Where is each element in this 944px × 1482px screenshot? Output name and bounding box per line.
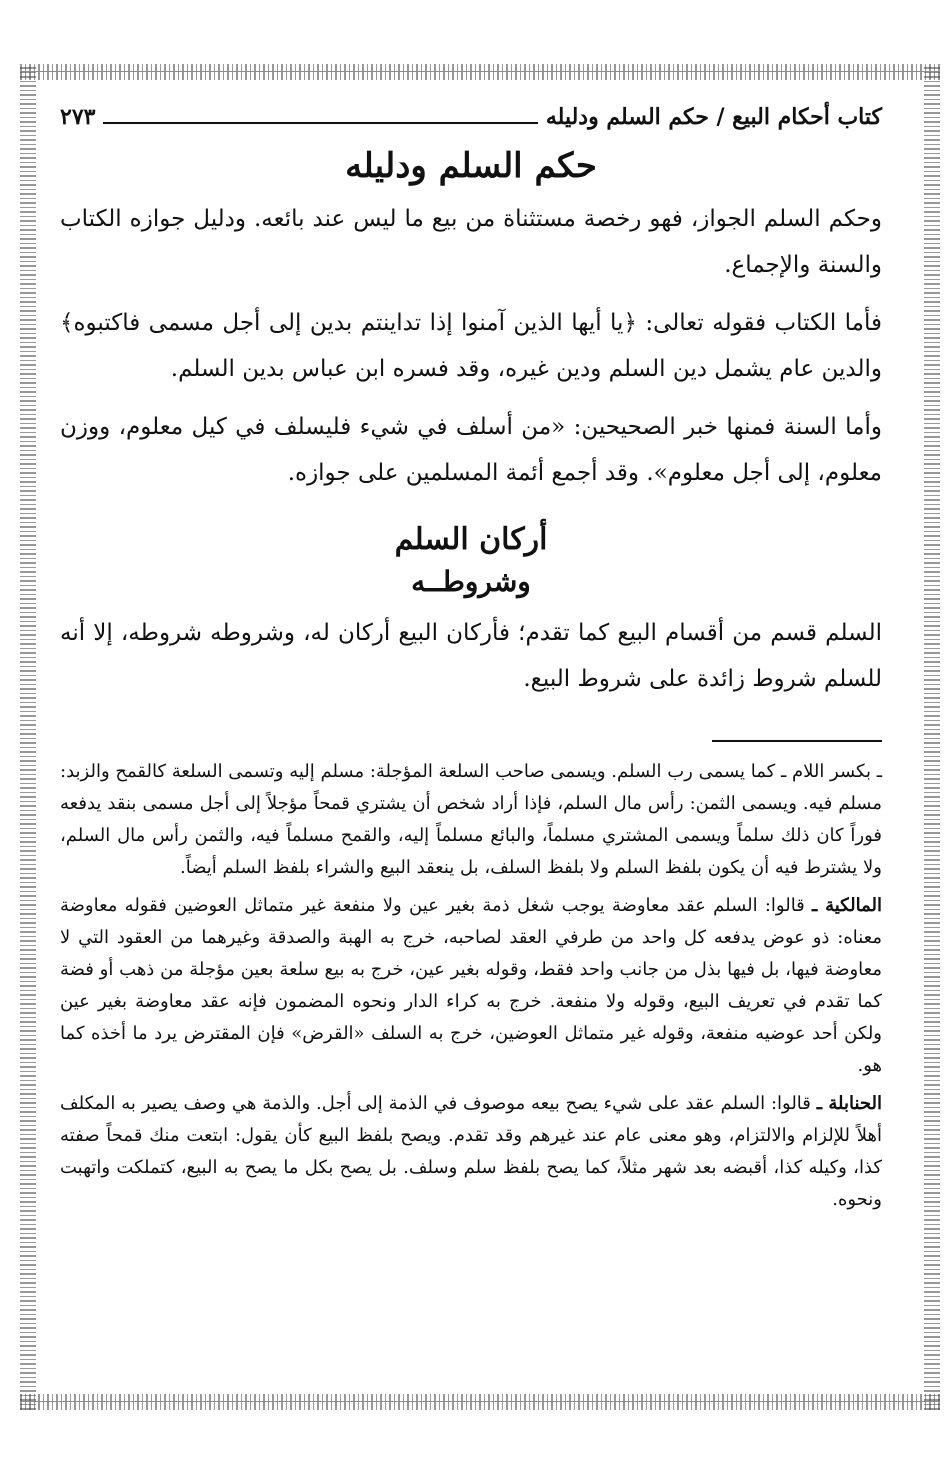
section-title-pillars: أركان السلم bbox=[394, 522, 548, 557]
footnote-paragraph: ـ بكسر اللام ـ كما يسمى رب السلم. ويسمى صاحب السلعة المؤجلة: مسلم إليه وتسمى السلعة كالقمح والزبد: مسلم فيه. ويسمى الثمن: رأس مال السلم، فإذا أراد شخص أن يشتري قمحاً مؤجلاً إلى أجل مسمى بنقد يدفعه فوراً كان ذلك سلماً ويسمى المشتري مسلماً، والبائع مسلماً إليه، والقمح مسلماً فيه، والثمن رأس مال السلم، ولا يشترط فيه أن يكون بلفظ السلم ولا بلفظ السلف، بل ينعقد البيع والشراء بلفظ السلم أيضاً. bbox=[60, 761, 882, 878]
body-paragraph: وأما السنة فمنها خبر الصحيحين: «من أسلف في شيء فليسلف في كيل معلوم، ووزن معلوم، إلى أجل معلوم». وقد أجمع أئمة المسلمين على جوازه. bbox=[60, 414, 882, 486]
running-title: كتاب أحكام البيع / حكم السلم ودليله bbox=[545, 104, 882, 130]
ornamental-border-right bbox=[924, 64, 940, 1410]
body-paragraph: فأما الكتاب فقوله تعالى: ﴿يا أيها الذين آمنوا إذا تداينتم بدين إلى أجل مسمى فاكتبوه﴾ والدين عام يشمل دين السلم ودين غيره، وقد فسره ابن عباس بدين السلم. bbox=[60, 310, 882, 382]
section-title-ruling: حكم السلم ودليله bbox=[345, 146, 597, 186]
body-paragraph: السلم قسم من أقسام البيع كما تقدم؛ فأركان البيع أركان له، وشروطه شروطه، إلا أنه للسلم شروط زائدة على شروط البيع. bbox=[60, 620, 882, 692]
header-rule bbox=[103, 122, 537, 124]
running-header bbox=[60, 100, 882, 134]
ornamental-border-bottom bbox=[20, 1394, 940, 1410]
footnote-text: قالوا: السلم عقد معاوضة يوجب شغل ذمة بغير عين ولا منفعة غير متماثل العوضين فقوله معاوضة معناه: ذو عوض يدفعه كل واحد من طرفي العقد لصاحبه، خرج به الهبة والصدقة وغيرهما من العقود التي لا معاوضة فيها، بل فيها بذل من جانب واحد فقط، وقوله بغير عين، خرج به بيع سلعة بعين مؤجلة من ذهب أو فضة كما تقدم في تعريف البيع، وقوله ولا منفعة. خرج به كراء الدار ونحوه المضمون فإنه عقد معاوضة بغير عين ولكن أحد عوضيه منفعة، وقوله غير متماثل العوضين، خرج به السلف «القرض» فإن المقترض يرد ما أخذه كما هو. bbox=[60, 895, 882, 1076]
section-subtitle-conditions: وشروطــه bbox=[411, 565, 531, 598]
footnote-text: قالوا: السلم عقد على شيء يصح بيعه موصوف في الذمة إلى أجل. والذمة هي وصف يصير به المكلف أهلاً للإلزام والالتزام، وهو معنى عام عند غيرهم وقد تقدم. ويصح بلفظ البيع كأن يقول: ابتعت منك قمحاً صفته كذا، وكيله كذا، أقبضه بعد شهر مثلاً، كما يصح بلفظ سلم وسلف. بل يصح بكل ما يصح به البيع، كتملكت واتهبت ونحوه. bbox=[60, 1093, 882, 1210]
ornamental-border-left bbox=[20, 64, 36, 1410]
ornamental-border-top bbox=[20, 64, 940, 80]
footnote-lead-hanabila: الحنابلة ـ bbox=[816, 1093, 882, 1114]
footnote-lead-malikiyya: المالكية ـ bbox=[812, 895, 882, 916]
body-paragraph: وحكم السلم الجواز، فهو رخصة مستثناة من بيع ما ليس عند بائعه. ودليل جوازه الكتاب والسنة والإجماع. bbox=[60, 206, 882, 278]
footnote-paragraph bbox=[60, 890, 882, 1082]
page-content bbox=[60, 100, 882, 1222]
footnote-separator bbox=[712, 740, 882, 742]
footnote-paragraph bbox=[60, 1088, 882, 1216]
page-number: ٢٧٣ bbox=[60, 104, 96, 130]
